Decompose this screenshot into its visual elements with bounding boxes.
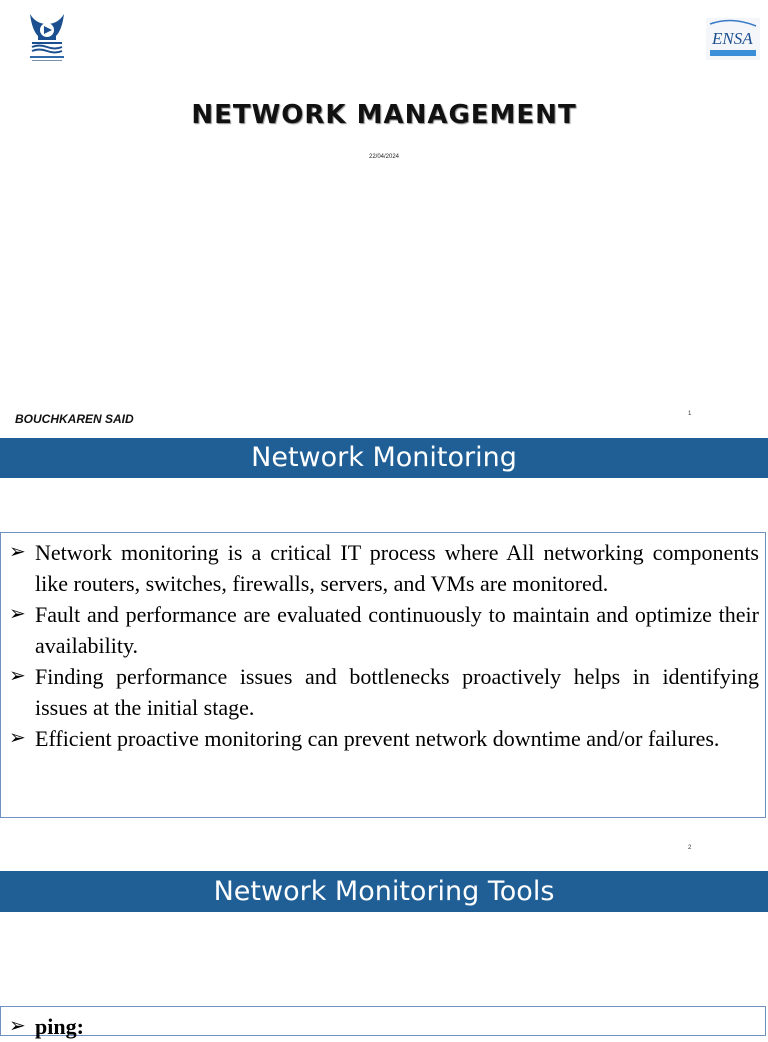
bullet-item	[9, 537, 759, 599]
bullet-text: Network monitoring is a critical IT process where All networking components like routers, switches, firewalls, servers, and VMs are monitored.	[35, 540, 759, 596]
bullet-list-box	[0, 1006, 766, 1039]
presentation-date: 22/04/2024	[368, 154, 400, 160]
arrow-bullet-icon: ➢	[9, 1015, 26, 1037]
bullet-item	[9, 661, 759, 723]
arrow-bullet-icon: ➢	[9, 541, 26, 563]
bullet-item	[9, 723, 759, 754]
bullet-text: Efficient proactive monitoring can prevent network downtime and/or failures.	[35, 726, 720, 751]
bullet-text: Finding performance issues and bottlenecks proactively helps in identifying issues at the initial stage.	[35, 664, 759, 720]
bullet-text: Fault and performance are evaluated continuously to maintain and optimize their availability.	[35, 602, 759, 658]
section-banner-network-monitoring: Network Monitoring	[0, 438, 768, 478]
arrow-bullet-icon: ➢	[9, 665, 26, 687]
page-number: 1	[688, 411, 692, 417]
title-slide	[0, 0, 768, 436]
author-name: BOUCHKAREN SAID	[15, 412, 134, 426]
section-banner-network-monitoring-tools: Network Monitoring Tools	[0, 871, 768, 912]
university-logo-icon	[24, 10, 70, 64]
arrow-bullet-icon: ➢	[9, 727, 26, 749]
bullet-text: ping:	[35, 1014, 84, 1039]
page-number: 2	[688, 845, 692, 851]
arrow-bullet-icon: ➢	[9, 603, 26, 625]
bullet-item	[9, 1011, 759, 1042]
bullet-list-box	[0, 532, 766, 818]
bullet-item	[9, 599, 759, 661]
svg-text:ENSA: ENSA	[712, 29, 753, 48]
presentation-title: NETWORK MANAGEMENT	[191, 100, 577, 130]
ensa-logo-icon	[706, 18, 760, 60]
